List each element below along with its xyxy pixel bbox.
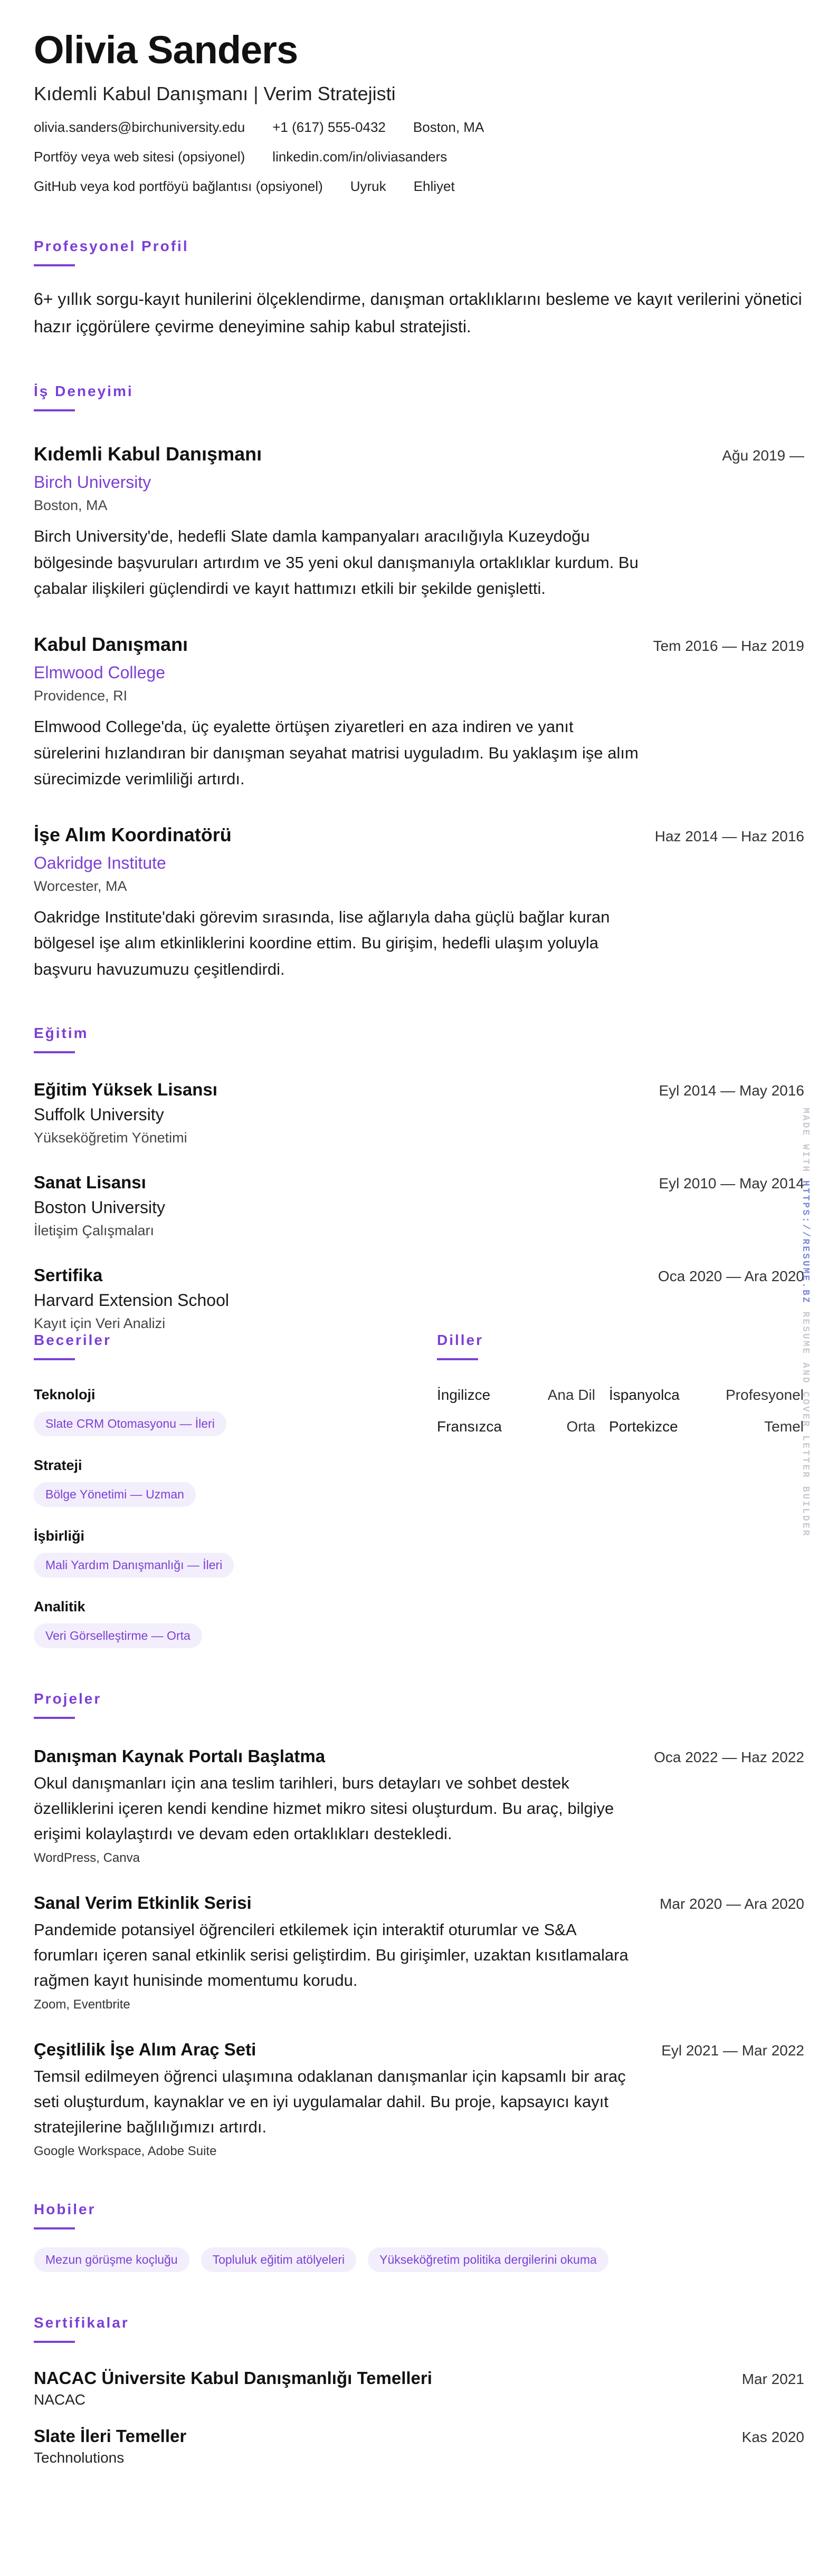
skills-languages-row bbox=[34, 1332, 804, 1648]
certification-entry bbox=[34, 2368, 804, 2408]
email-link[interactable]: olivia.sanders@birchuniversity.edu bbox=[34, 119, 245, 136]
experience-entry bbox=[34, 633, 804, 792]
resume-page bbox=[34, 28, 804, 2466]
watermark-link[interactable]: HTTPS://RESUME.BZ bbox=[800, 1180, 811, 1304]
language-name: Fransızca bbox=[437, 1418, 502, 1435]
certification-issuer: Technolutions bbox=[34, 2449, 125, 2466]
job-description: Birch University'de, hedefli Slate damla kampanyaları aracılığıyla Kuzeydoğu bölgesinde başvuruları artırdım ve 35 yeni okul danışmanıyla ortaklıklar kurdum. Bu çabalar ilişkileri güçlendirdi ve kayıt hattımızı etkili bir şekilde genişletti. bbox=[34, 527, 639, 598]
experience-entry bbox=[34, 443, 804, 602]
school-name: Suffolk University bbox=[34, 1104, 164, 1124]
experience-entry bbox=[34, 824, 804, 983]
candidate-name: Olivia Sanders bbox=[34, 28, 298, 72]
employer-name: Birch University bbox=[34, 473, 151, 492]
language-name: İspanyolca bbox=[609, 1386, 680, 1403]
portfolio-link[interactable]: Portföy veya web sitesi (opsiyonel) bbox=[34, 148, 245, 165]
project-name: Sanal Verim Etkinlik Serisi bbox=[34, 1892, 252, 1912]
certification-name: NACAC Üniversite Kabul Danışmanlığı Temelleri bbox=[34, 2368, 432, 2388]
hobby-list bbox=[34, 2247, 804, 2272]
job-dates: Haz 2014 — Haz 2016 bbox=[654, 828, 804, 844]
education-entry bbox=[34, 1172, 804, 1239]
contact-row-1 bbox=[34, 119, 804, 137]
section-title-languages: Diller bbox=[437, 1331, 484, 1348]
certification-date: Mar 2021 bbox=[741, 2370, 804, 2387]
skills-section bbox=[34, 1332, 437, 1648]
section-title-profile: Profesyonel Profil bbox=[34, 237, 189, 254]
degree-name: Sanat Lisansı bbox=[34, 1172, 146, 1192]
skill-category: Teknoloji bbox=[34, 1386, 96, 1402]
school-name: Boston University bbox=[34, 1197, 165, 1217]
profile-summary: 6+ yıllık sorgu-kayıt hunilerini ölçeklendirme, danışman ortaklıklarını besleme ve kayıt verilerini yönetici hazır içgörülere çevirme deneyimine sahip kabul stratejisti. bbox=[34, 289, 802, 337]
contact-row-2 bbox=[34, 148, 804, 166]
section-title-education: Eğitim bbox=[34, 1024, 89, 1041]
project-name: Çeşitlilik İşe Alım Araç Seti bbox=[34, 2039, 256, 2059]
project-entry bbox=[34, 2040, 804, 2159]
language-level: Profesyonel bbox=[726, 1386, 804, 1403]
linkedin-link[interactable]: linkedin.com/in/oliviasanders bbox=[272, 148, 447, 165]
languages-section bbox=[437, 1332, 804, 1648]
project-tools: Zoom, Eventbrite bbox=[34, 1997, 130, 2012]
education-dates: Eyl 2010 — May 2014 bbox=[659, 1175, 804, 1191]
skill-category: İşbirliği bbox=[34, 1527, 85, 1544]
experience-section bbox=[34, 383, 804, 982]
section-title-skills: Beceriler bbox=[34, 1331, 111, 1348]
section-rule bbox=[437, 1358, 478, 1360]
certification-issuer: NACAC bbox=[34, 2391, 86, 2408]
section-title-certifications: Sertifikalar bbox=[34, 2314, 129, 2331]
job-location: Worcester, MA bbox=[34, 878, 127, 894]
degree-name: Eğitim Yüksek Lisansı bbox=[34, 1079, 217, 1099]
school-name: Harvard Extension School bbox=[34, 1290, 229, 1310]
field-of-study: İletişim Çalışmaları bbox=[34, 1222, 155, 1238]
section-rule bbox=[34, 264, 75, 266]
job-title: Kıdemli Kabul Danışmanı bbox=[34, 443, 262, 465]
skill-group bbox=[34, 1528, 437, 1578]
skill-chip: Slate CRM Otomasyonu — İleri bbox=[34, 1411, 226, 1436]
section-rule bbox=[34, 1051, 75, 1053]
job-location: Providence, RI bbox=[34, 687, 128, 704]
section-title-hobbies: Hobiler bbox=[34, 2200, 96, 2217]
project-description: Temsil edilmeyen öğrenci ulaşımına odaklanan danışmanlar için kapsamlı bir araç seti oluşturdum, kaynaklar ve en iyi uygulamalar dahil. Bu proje, kapsayıcı kayıt stratejilerine bağlılığımızı artırdı. bbox=[34, 2066, 626, 2136]
project-dates: Oca 2022 — Haz 2022 bbox=[654, 1748, 804, 1765]
certification-entry bbox=[34, 2426, 804, 2466]
project-tools: Google Workspace, Adobe Suite bbox=[34, 2144, 217, 2158]
language-name: İngilizce bbox=[437, 1386, 491, 1403]
job-location: Boston, MA bbox=[34, 497, 108, 514]
builder-watermark bbox=[800, 1108, 811, 1537]
skill-group bbox=[34, 1387, 437, 1436]
contact-row-3 bbox=[34, 178, 804, 196]
profile-section bbox=[34, 238, 804, 341]
language-level: Orta bbox=[566, 1418, 595, 1435]
skill-chip: Bölge Yönetimi — Uzman bbox=[34, 1482, 196, 1507]
certification-name: Slate İleri Temeller bbox=[34, 2426, 187, 2446]
section-rule bbox=[34, 2341, 75, 2343]
section-rule bbox=[34, 1358, 75, 1360]
license-text: Ehliyet bbox=[413, 178, 455, 194]
skill-group bbox=[34, 1599, 437, 1648]
employer-name: Oakridge Institute bbox=[34, 853, 166, 872]
skill-category: Analitik bbox=[34, 1598, 85, 1614]
language-level: Temel bbox=[764, 1418, 804, 1435]
project-name: Danışman Kaynak Portalı Başlatma bbox=[34, 1746, 326, 1766]
education-entry bbox=[34, 1080, 804, 1146]
language-name: Portekizce bbox=[609, 1418, 678, 1435]
education-entry bbox=[34, 1265, 804, 1332]
skill-chip: Veri Görselleştirme — Orta bbox=[34, 1623, 202, 1648]
watermark-suffix: RESUME AND COVER LETTER BUILDER bbox=[800, 1311, 811, 1537]
hobby-chip: Topluluk eğitim atölyeleri bbox=[201, 2247, 357, 2272]
employer-name: Elmwood College bbox=[34, 662, 166, 682]
watermark-prefix: MADE WITH bbox=[800, 1108, 811, 1174]
section-title-experience: İş Deneyimi bbox=[34, 383, 134, 400]
project-tools: WordPress, Canva bbox=[34, 1850, 140, 1865]
project-entry bbox=[34, 1746, 804, 1866]
project-entry bbox=[34, 1893, 804, 2012]
job-dates: Ağu 2019 — bbox=[722, 447, 804, 464]
project-dates: Mar 2020 — Ara 2020 bbox=[660, 1895, 804, 1912]
projects-section bbox=[34, 1690, 804, 2159]
project-dates: Eyl 2021 — Mar 2022 bbox=[661, 2042, 804, 2059]
job-title: Kabul Danışmanı bbox=[34, 633, 188, 655]
hobby-chip: Mezun görüşme koçluğu bbox=[34, 2247, 189, 2272]
education-dates: Eyl 2014 — May 2016 bbox=[659, 1082, 804, 1099]
language-level: Ana Dil bbox=[547, 1386, 595, 1403]
hobbies-section bbox=[34, 2201, 804, 2272]
github-link[interactable]: GitHub veya kod portföyü bağlantısı (opsiyonel) bbox=[34, 178, 323, 194]
section-rule bbox=[34, 1717, 75, 1719]
degree-name: Sertifika bbox=[34, 1265, 103, 1285]
certification-date: Kas 2020 bbox=[741, 2428, 804, 2445]
section-rule bbox=[34, 409, 75, 411]
candidate-title: Kıdemli Kabul Danışmanı | Verim Stratejisti bbox=[34, 83, 396, 104]
job-description: Oakridge Institute'daki görevim sırasında, lise ağlarıyla daha güçlü bağlar kuran bölgesel işe alım etkinliklerini koordine ettim. Bu girişim, hedefli ulaşım yoluyla başvuru havuzumuzu çeşitlendirdi. bbox=[34, 907, 610, 978]
skill-group bbox=[34, 1457, 437, 1507]
education-dates: Oca 2020 — Ara 2020 bbox=[658, 1267, 804, 1284]
hobby-chip: Yükseköğretim politika dergilerini okuma bbox=[368, 2247, 608, 2272]
phone-link[interactable]: +1 (617) 555-0432 bbox=[272, 119, 386, 136]
field-of-study: Kayıt için Veri Analizi bbox=[34, 1315, 166, 1331]
project-description: Pandemide potansiyel öğrencileri etkilemek için interaktif oturumlar ve S&A forumları içeren sanal etkinlik serisi geliştirdim. Bu girişimler, uzaktan kısıtlamalara rağmen kayıt hunisinde momentumu korudu. bbox=[34, 1920, 628, 1989]
field-of-study: Yükseköğretim Yönetimi bbox=[34, 1129, 187, 1146]
project-description: Okul danışmanları için ana teslim tarihleri, burs detayları ve sohbet destek özelliklerini içeren kendi kendine hizmet mikro sitesi oluşturdum. Bu araç, bilgiye erişimi kolaylaştırdı ve devam eden ortaklıkları destekledi. bbox=[34, 1773, 614, 1843]
nationality-text: Uyruk bbox=[350, 178, 386, 194]
job-title: İşe Alım Koordinatörü bbox=[34, 823, 232, 845]
education-section bbox=[34, 1025, 804, 1332]
languages-grid bbox=[437, 1387, 804, 1435]
location-text: Boston, MA bbox=[413, 119, 484, 136]
job-dates: Tem 2016 — Haz 2019 bbox=[653, 637, 804, 654]
job-description: Elmwood College'da, üç eyalette örtüşen ziyaretleri en aza indiren ve yanıt sürelerini hızlandıran bir danışman seyahat matrisi uyguladım. Bu yaklaşım işe alım sürecimizde verimliliği artırdı. bbox=[34, 717, 639, 789]
section-title-projects: Projeler bbox=[34, 1690, 102, 1707]
certifications-section bbox=[34, 2314, 804, 2466]
skill-category: Strateji bbox=[34, 1457, 82, 1473]
section-rule bbox=[34, 2227, 75, 2229]
skill-chip: Mali Yardım Danışmanlığı — İleri bbox=[34, 1553, 234, 1578]
